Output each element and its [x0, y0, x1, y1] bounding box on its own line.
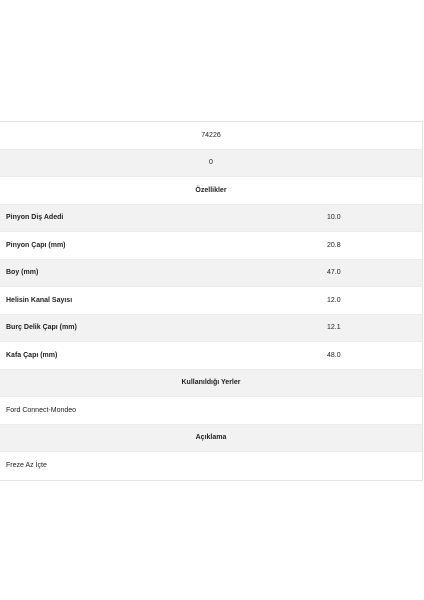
description-text: Freze Az İçte — [6, 462, 47, 470]
feature-row — [0, 315, 422, 343]
feature-key: Kafa Çapı (mm) — [6, 351, 58, 359]
feature-row — [0, 205, 422, 233]
description-heading-row — [0, 425, 422, 453]
feature-value: 20.8 — [327, 241, 341, 249]
part-number: 74226 — [201, 131, 221, 139]
code-value: 0 — [209, 159, 213, 167]
feature-value: 12.0 — [327, 296, 341, 304]
feature-row — [0, 232, 422, 260]
feature-key: Pinyon Diş Adedi — [6, 214, 64, 222]
feature-key: Helisin Kanal Sayısı — [6, 296, 73, 304]
feature-row — [0, 342, 422, 370]
spec-table — [0, 121, 423, 481]
feature-row — [0, 260, 422, 288]
usage-heading-row — [0, 370, 422, 398]
description-heading: Açıklama — [195, 434, 227, 442]
part-number-row — [0, 122, 422, 150]
feature-value: 47.0 — [327, 269, 341, 277]
usage-heading: Kullanıldığı Yerler — [181, 379, 241, 387]
usage-row — [0, 397, 422, 425]
feature-key: Boy (mm) — [6, 269, 39, 277]
features-heading: Özellikler — [195, 186, 227, 194]
code-row — [0, 150, 422, 178]
description-row — [0, 452, 422, 480]
feature-key: Pinyon Çapı (mm) — [6, 241, 66, 249]
usage-text: Ford Connect-Mondeo — [6, 406, 77, 414]
feature-key: Burç Delik Çapı (mm) — [6, 324, 77, 332]
features-heading-row — [0, 177, 422, 205]
feature-row — [0, 287, 422, 315]
feature-value: 10.0 — [327, 214, 341, 222]
feature-value: 12.1 — [327, 324, 341, 332]
feature-value: 48.0 — [327, 351, 341, 359]
